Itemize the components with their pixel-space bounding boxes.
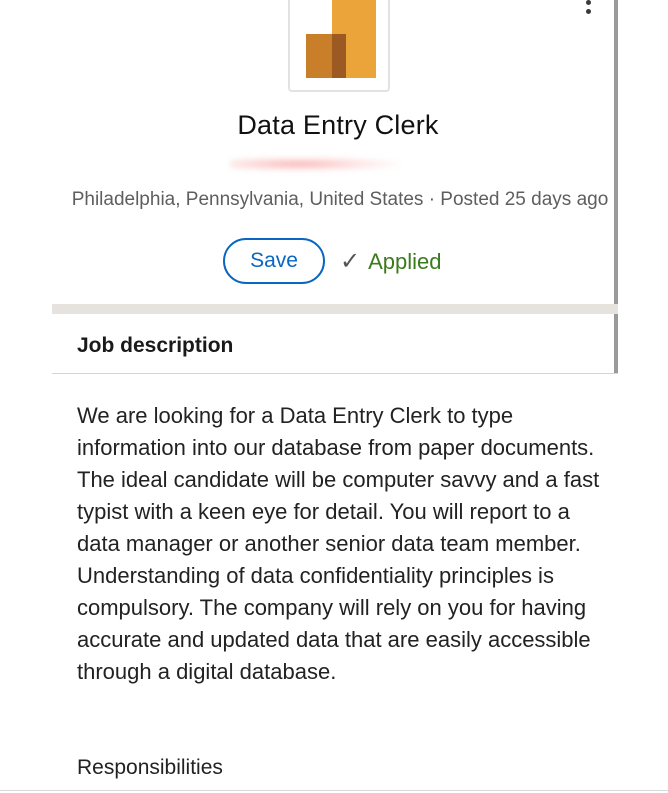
applied-status bbox=[340, 247, 442, 276]
company-logo bbox=[288, 0, 390, 92]
save-button[interactable]: Save bbox=[223, 238, 325, 284]
company-name-redacted bbox=[230, 156, 400, 172]
section-divider bbox=[52, 304, 618, 314]
heading-divider bbox=[52, 373, 618, 374]
logo-bar-overlap bbox=[332, 34, 346, 78]
applied-label: Applied bbox=[368, 248, 442, 274]
job-title: Data Entry Clerk bbox=[237, 110, 439, 140]
more-vertical-icon[interactable] bbox=[580, 0, 598, 18]
section-heading: Job description bbox=[77, 334, 234, 357]
job-description-text: We are looking for a Data Entry Clerk to type information into our database from paper documents. The ideal candidate will be computer savvy and a fast typist with a keen eye for detail. You will report to a data manager or another senior data team member. Understanding of data confidentiality principles is compulsory. The company will rely on you for having accurate and updated data that are easily accessible through a digital database. bbox=[77, 403, 600, 684]
check-icon: ✓ bbox=[340, 248, 361, 275]
bottom-divider bbox=[0, 790, 668, 791]
responsibilities-heading: Responsibilities bbox=[77, 756, 223, 779]
location-posted: Philadelphia, Pennsylvania, United States · Posted 25 days ago bbox=[71, 189, 609, 210]
